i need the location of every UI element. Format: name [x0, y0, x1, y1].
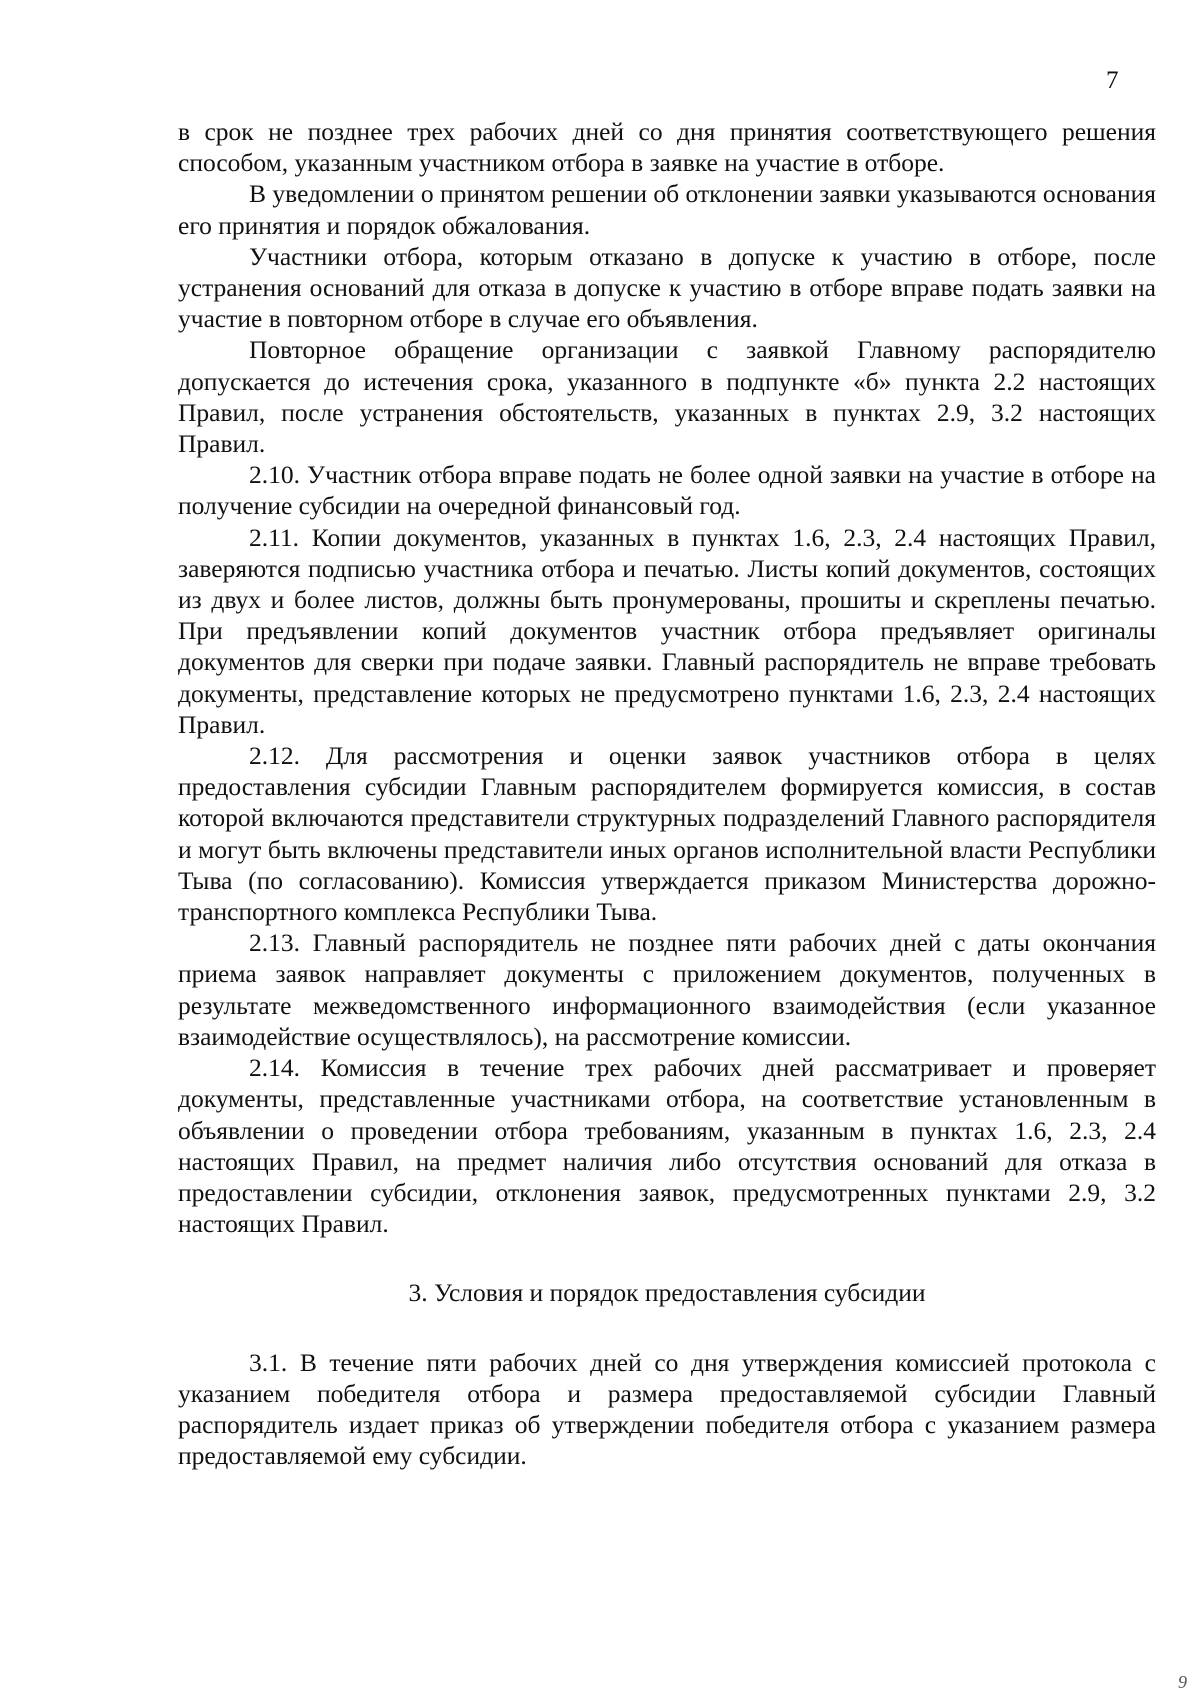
paragraph-3-1: 3.1. В течение пяти рабочих дней со дня утверждения комиссией протокола с указанием победителя отбора и размера предоставляемой субсидии Главный распорядитель издает приказ об утверждении победителя отбора с указанием размера предоставляемой ему субсидии.	[178, 1347, 1156, 1471]
paragraph-2-13: 2.13. Главный распорядитель не позднее пяти рабочих дней с даты окончания приема заявок направляет документы с приложением документов, полученных в результате межведомственного информационного взаимодействия (если указанное взаимодействие осуществлялось), на рассмотрение комиссии.	[178, 928, 1156, 1051]
paragraph-2-12: 2.12. Для рассмотрения и оценки заявок участников отбора в целях предоставления субсидии Главным распорядителем формируется комиссия, в состав которой включаются представители структурных подразделений Главного распорядителя и могут быть включены представители иных органов исполнительной власти Республики Тыва (по согласованию). Комиссия утверждается приказом Министерства дорожно-транспортного комплекса Республики Тыва.	[178, 741, 1156, 927]
paragraph-notification: В уведомлении о принятом решении об отклонении заявки указываются основания его принятия и порядок обжалования.	[178, 179, 1156, 240]
document-body	[178, 116, 1156, 1471]
corner-mark: 9	[1178, 1672, 1187, 1692]
section-title: 3. Условия и порядок предоставления субсидии	[408, 1278, 926, 1308]
paragraph-2-10: 2.10. Участник отбора вправе подать не более одной заявки на участие в отборе на получение субсидии на очередной финансовый год.	[178, 460, 1156, 521]
paragraph-repeated-appeal: Повторное обращение организации с заявкой Главному распорядителю допускается до истечения срока, указанного в подпункте «б» пункта 2.2 настоящих Правил, после устранения обстоятельств, указанных в пунктах 2.9, 3.2 настоящих Правил.	[178, 335, 1156, 459]
paragraph-refused-participants: Участники отбора, которым отказано в допуске к участию в отборе, после устранения оснований для отказа в допуске к участию в отборе вправе подать заявки на участие в повторном отборе в случае его объявления.	[178, 241, 1156, 334]
paragraph-2-11: 2.11. Копии документов, указанных в пунктах 1.6, 2.3, 2.4 настоящих Правил, заверяются подписью участника отбора и печатью. Листы копий документов, состоящих из двух и более листов, должны быть пронумерованы, прошиты и скреплены печатью. При предъявлении копий документов участник отбора предъявляет оригиналы документов для сверки при подаче заявки. Главный распорядитель не вправе требовать документы, представление которых не предусмотрено пунктами 1.6, 2.3, 2.4 настоящих Правил.	[178, 522, 1156, 739]
paragraph-2-14: 2.14. Комиссия в течение трех рабочих дней рассматривает и проверяет документы, представленные участниками отбора, на соответствие установленным в объявлении о проведении отбора требованиям, указанным в пунктах 1.6, 2.3, 2.4 настоящих Правил, на предмет наличия либо отсутствия оснований для отказа в предоставлении субсидии, отклонения заявок, предусмотренных пунктами 2.9, 3.2 настоящих Правил.	[178, 1053, 1156, 1239]
page-number: 7	[1106, 67, 1119, 94]
paragraph-continuation: в срок не позднее трех рабочих дней со дня принятия соответствующего решения способом, указанным участником отбора в заявке на участие в отборе.	[178, 117, 1156, 178]
